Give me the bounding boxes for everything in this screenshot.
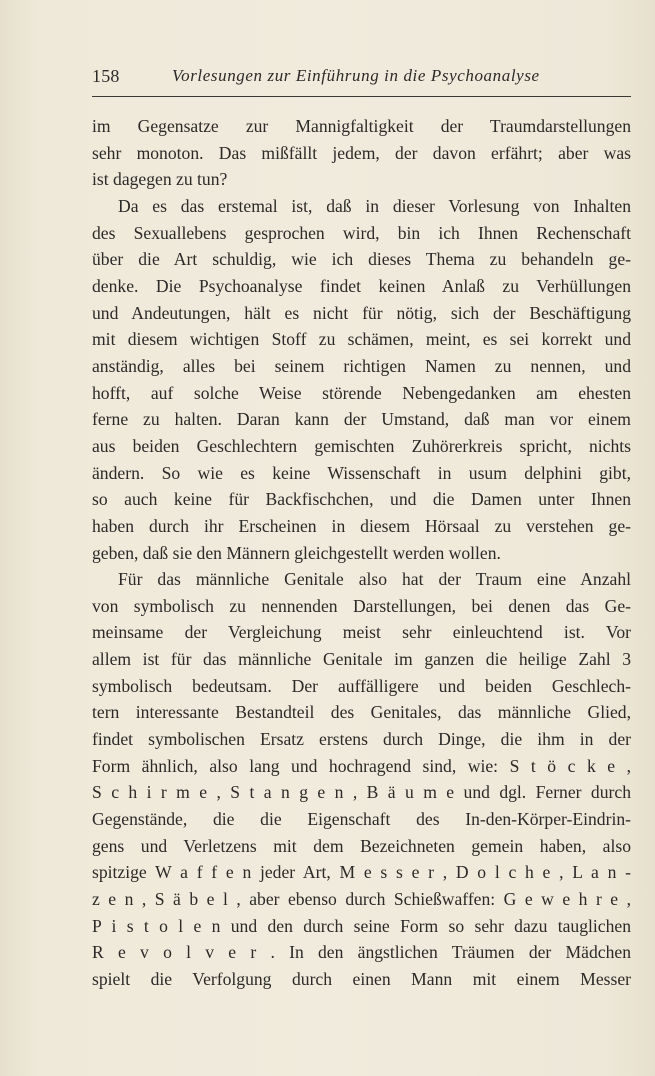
text-line: über die Art schuldig, wie ich dieses Thema zu behandeln ge- [92, 249, 631, 270]
text-line: sehr monoton. Das mißfällt jedem, der davon erfährt; aber was [92, 142, 631, 163]
text-line: spielt die Verfolgung durch einen Mann mit einem Messer [92, 969, 631, 989]
text-line: Form ähnlich, also lang und hochragend sind, wie: S t ö c k e , [92, 755, 631, 776]
body-text [92, 113, 631, 993]
text-line: ferne zu halten. Daran kann der Umstand, daß man vor einem [92, 409, 631, 430]
text-line: anständig, alles bei seinem richtigen Namen zu nennen, und [92, 355, 631, 376]
text-line: gens und Verletzens mit dem Bezeichneten gemein haben, also [92, 835, 631, 856]
text-line: so auch keine für Backfischchen, und die Damen unter Ihnen [92, 489, 631, 510]
text-line: findet symbolischen Ersatz erstens durch Dinge, die ihm in der [92, 729, 631, 750]
text-line: und Andeutungen, hält es nicht für nötig, sich der Beschäftigung [92, 302, 631, 323]
text-line: mit diesem wichtigen Stoff zu schämen, meint, es sei korrekt und [92, 329, 631, 350]
text-line: symbolisch bedeutsam. Der auffälligere und beiden Geschlech- [92, 675, 631, 696]
text-line: von symbolisch zu nennenden Darstellungen, bei denen das Ge- [92, 595, 631, 616]
text-line: denke. Die Psychoanalyse findet keinen Anlaß zu Verhüllungen [92, 275, 631, 296]
text-line: des Sexuallebens gesprochen wird, bin ich Ihnen Rechenschaft [92, 222, 631, 243]
header-rule [92, 96, 631, 97]
text-line: S c h i r m e , S t a n g e n , B ä u m e und dgl. Ferner durch [92, 782, 631, 803]
text-line: ist dagegen zu tun? [92, 169, 228, 190]
page-header [92, 66, 631, 94]
text-line: ändern. So wie es keine Wissenschaft in usum delphini gibt, [92, 462, 631, 483]
text-line: allem ist für das männliche Genitale im ganzen die heilige Zahl 3 [92, 649, 631, 670]
text-line: haben durch ihr Erscheinen in diesem Hörsaal zu verstehen ge- [92, 515, 631, 536]
text-line: R e v o l v e r . In den ängstlichen Träumen der Mädchen [92, 942, 631, 963]
running-title: Vorlesungen zur Einführung in die Psychoanalyse [172, 66, 540, 85]
text-line: Für das männliche Genitale also hat der Traum eine Anzahl [118, 569, 631, 590]
text-line: geben, daß sie den Männern gleichgestellt werden wollen. [92, 542, 501, 563]
text-line: hofft, auf solche Weise störende Nebengedanken am ehesten [92, 382, 631, 403]
text-line: Da es das erstemal ist, daß in dieser Vorlesung von Inhalten [118, 195, 631, 216]
text-line: spitzige W a f f e n jeder Art, M e s s e r , D o l c h e , L a n - [92, 862, 631, 883]
text-line: im Gegensatze zur Mannigfaltigkeit der Traumdarstellungen [92, 116, 631, 136]
text-line: tern interessante Bestandteil des Genitales, das männliche Glied, [92, 702, 631, 723]
text-line: meinsame der Vergleichung meist sehr einleuchtend ist. Vor [92, 622, 631, 643]
text-line: P i s t o l e n und den durch seine Form so sehr dazu tauglichen [92, 915, 631, 936]
text-line: z e n , S ä b e l , aber ebenso durch Schießwaffen: G e w e h r e , [92, 889, 631, 910]
text-line: aus beiden Geschlechtern gemischten Zuhörerkreis spricht, nichts [92, 435, 631, 456]
text-line: Gegenstände, die die Eigenschaft des In-den-Körper-Eindrin- [92, 809, 631, 830]
page-number: 158 [92, 66, 120, 86]
